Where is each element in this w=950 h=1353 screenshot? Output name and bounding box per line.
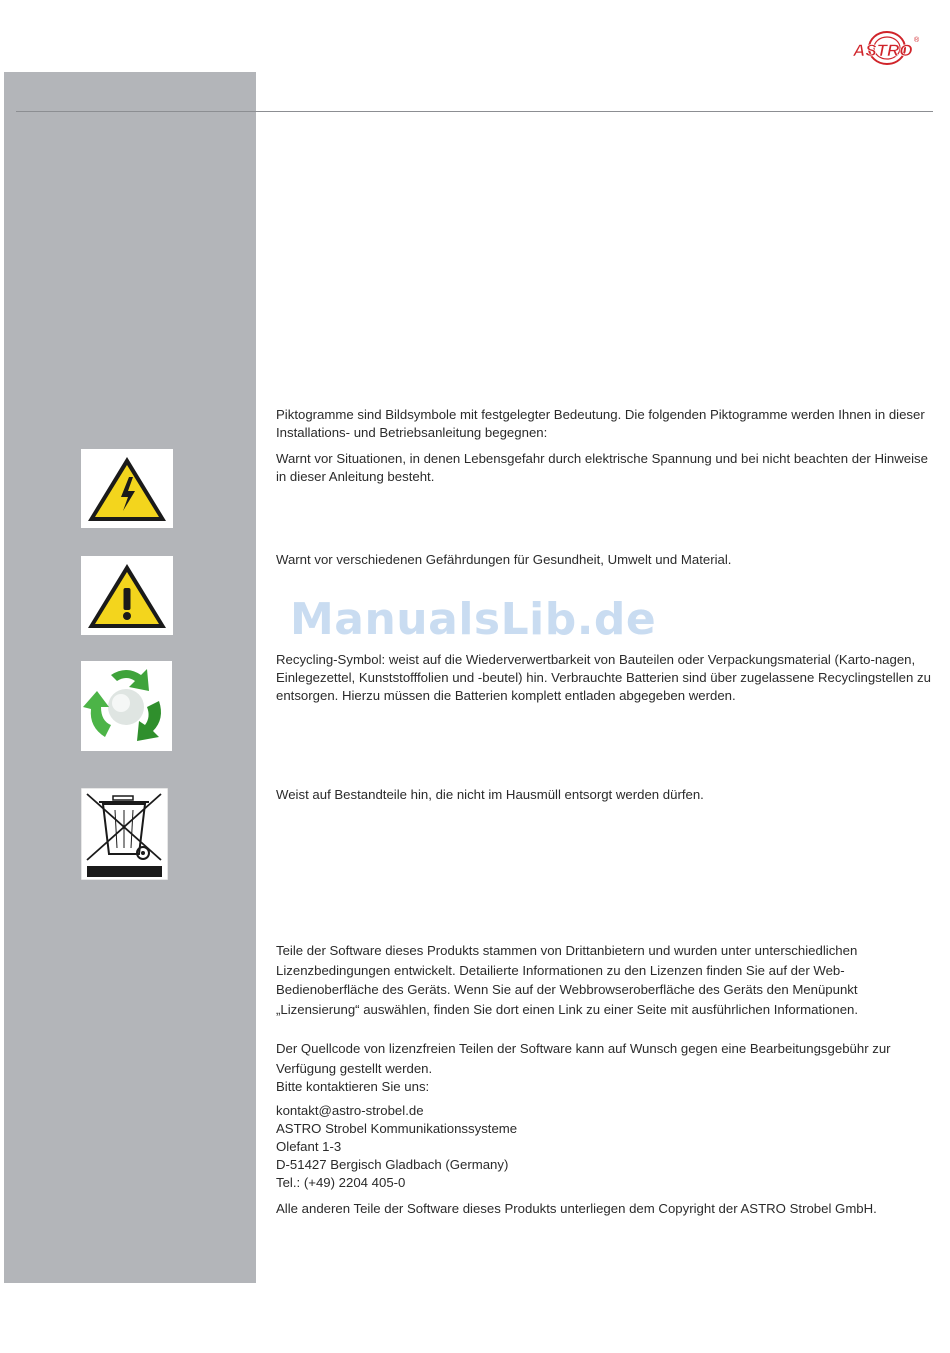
contact-city: D-51427 Bergisch Gladbach (Germany) xyxy=(276,1157,509,1172)
header-divider xyxy=(16,111,933,112)
crossed-bin-icon xyxy=(81,788,168,880)
contact-block xyxy=(276,1102,517,1192)
recycling-icon xyxy=(81,661,172,751)
pictogram-text-electric: Warnt vor Situationen, in denen Lebensgefahr durch elektrische Spannung und bei nicht beachten der Hinweise in dieser Anleitung besteht. xyxy=(276,451,928,484)
pictogram-text-bin: Weist auf Bestandteile hin, die nicht im Hausmüll entsorgt werden dürfen. xyxy=(276,787,704,802)
intro-text: Piktogramme sind Bildsymbole mit festgelegter Bedeutung. Die folgenden Piktogramme werden Ihnen in dieser Installations- und Betriebsanleitung begegnen: xyxy=(276,407,925,440)
general-warning-icon xyxy=(81,556,173,635)
contact-company: ASTRO Strobel Kommunikationssysteme xyxy=(276,1121,518,1136)
contact-phone: Tel.: (+49) 2204 405-0 xyxy=(276,1175,406,1190)
svg-text:®: ® xyxy=(914,37,920,44)
contact-request-text: Bitte kontaktieren Sie uns: xyxy=(276,1079,430,1094)
copyright-text: Alle anderen Teile der Software dieses Produkts unterliegen dem Copyright der ASTRO Strobel GmbH. xyxy=(276,1201,877,1216)
software-license-text: Teile der Software dieses Produkts stammen von Drittanbietern und wurden unter unterschiedlichen Lizenzbedingungen entwickelt. Detailierte Informationen zu den Lizenzen finden Sie auf der Web-Bedienoberfläche des Geräts. Wenn Sie auf der Webbrowseroberfläche des Geräts den Menüpunkt „Lizensierung“ auswählen, finden Sie dort einen Link zu einer Seite mit ausführlichen Informationen. xyxy=(276,943,859,1017)
pictogram-text-recycling: Recycling-Symbol: weist auf die Wiederverwertbarkeit von Bauteilen oder Verpackungsmaterial (Karto-nagen, Einlegezettel, Kunststofffolien und -beutel) hin. Verbrauchte Batterien sind über zugelassene Recyclingstellen zu entsorgen. Hierzu müssen die Batterien komplett entladen abgegeben werden. xyxy=(276,652,931,703)
contact-email[interactable]: kontakt@astro-strobel.de xyxy=(276,1103,424,1118)
watermark: ManualsLib.de xyxy=(290,594,657,645)
astro-logo xyxy=(851,30,923,70)
electric-hazard-icon xyxy=(81,449,173,528)
source-code-text: Der Quellcode von lizenzfreien Teilen der Software kann auf Wunsch gegen eine Bearbeitungsgebühr zur Verfügung gestellt werden. xyxy=(276,1041,891,1076)
logo-text: ASTRO xyxy=(853,41,913,60)
pictogram-text-warning: Warnt vor verschiedenen Gefährdungen für Gesundheit, Umwelt und Material. xyxy=(276,552,732,567)
contact-street: Olefant 1-3 xyxy=(276,1139,342,1154)
